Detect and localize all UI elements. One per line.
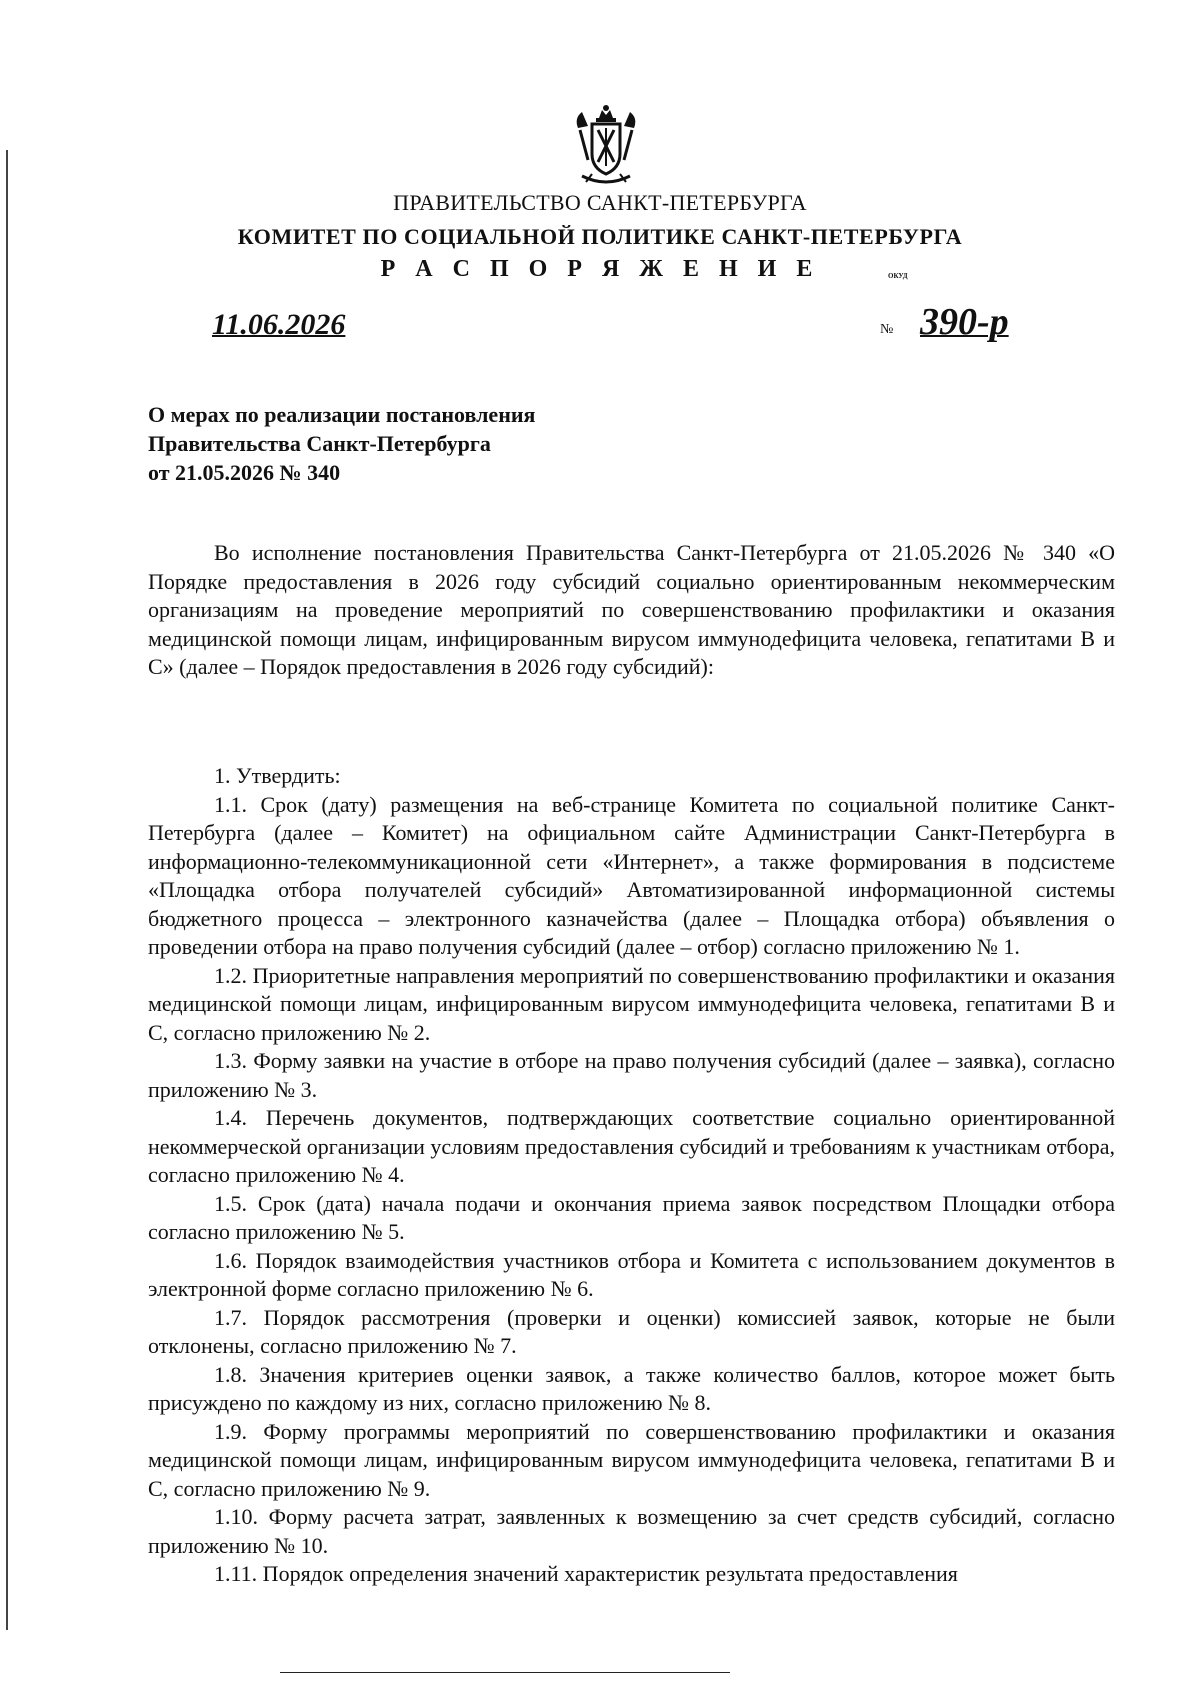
committee-title: КОМИТЕТ ПО СОЦИАЛЬНОЙ ПОЛИТИКЕ САНКТ-ПЕТЕРБУРГА bbox=[237, 224, 963, 249]
order-item: 1.6. Порядок взаимодействия участников отбора и Комитета с использованием документов в электронной форме согласно приложению № 6. bbox=[148, 1247, 1115, 1301]
order-item: 1.7. Порядок рассмотрения (проверки и оценки) комиссией заявок, которые не были отклонены, согласно приложению № 7. bbox=[148, 1304, 1115, 1358]
order-item: 1.9. Форму программы мероприятий по совершенствованию профилактики и оказания медицинской помощи лицам, инфицированным вирусом иммунодефицита человека, гепатитами В и С, согласно приложению № 9. bbox=[148, 1418, 1115, 1501]
document-type-title: Р А С П О Р Я Ж Е Н И Е bbox=[380, 256, 820, 282]
subject-line: Правительства Санкт-Петербурга bbox=[148, 431, 491, 456]
st-petersburg-coat-of-arms-icon bbox=[572, 102, 640, 188]
order-item: 1.10. Форму расчета затрат, заявленных к возмещению за счет средств субсидий, согласно приложению № 10. bbox=[148, 1504, 1115, 1558]
scan-left-edge bbox=[6, 150, 8, 1630]
subject-line: от 21.05.2026 № 340 bbox=[148, 460, 341, 485]
handwritten-document-number: 390-р bbox=[920, 301, 1009, 343]
number-label: № bbox=[880, 322, 894, 337]
order-item: 1.5. Срок (дата) начала подачи и окончания приема заявок посредством Площадки отбора согласно приложению № 5. bbox=[148, 1190, 1115, 1244]
subject-line: О мерах по реализации постановления bbox=[148, 402, 536, 427]
order-item: 1.1. Срок (дату) размещения на веб-странице Комитета по социальной политике Санкт-Петербурга (далее – Комитет) на официальном сайте Администрации Санкт-Петербурга в информационно-телекоммуникационной сети «Интернет», а также формирования в подсистеме «Площадка отбора получателей субсидий» Автоматизированной информационной системы бюджетного процесса – электронного казначейства (далее – Площадка отбора) объявления о проведении отбора на право получения субсидий (далее – отбор) согласно приложению № 1. bbox=[148, 791, 1115, 959]
handwritten-date: 11.06.2026 bbox=[212, 308, 346, 341]
order-item: 1. Утвердить: bbox=[214, 763, 341, 788]
footnote-separator bbox=[280, 1672, 730, 1673]
preamble-paragraph: Во исполнение постановления Правительства Санкт-Петербурга от 21.05.2026 № 340 «О Порядке предоставления в 2026 году субсидий социально ориентированным некоммерческим организациям на проведение мероприятий по совершенствованию профилактики и оказания медицинской помощи лицам, инфицированным вирусом иммунодефицита человека, гепатитами В и С» (далее – Порядок предоставления в 2026 году субсидий): bbox=[148, 540, 1115, 679]
government-title: ПРАВИТЕЛЬСТВО САНКТ-ПЕТЕРБУРГА bbox=[393, 190, 807, 215]
order-item: 1.3. Форму заявки на участие в отборе на право получения субсидий (далее – заявка), согласно приложению № 3. bbox=[148, 1048, 1115, 1102]
document-subject bbox=[148, 400, 535, 487]
okud-label: ОКУД bbox=[888, 272, 908, 280]
order-item: 1.11. Порядок определения значений характеристик результата предоставления bbox=[214, 1561, 958, 1586]
order-item: 1.8. Значения критериев оценки заявок, а также количество баллов, которое может быть присуждено по каждому из них, согласно приложению № 8. bbox=[148, 1361, 1115, 1415]
preamble bbox=[148, 539, 1115, 682]
order-item: 1.4. Перечень документов, подтверждающих соответствие социально ориентированной некоммерческой организации условиям предоставления субсидий и требованиям к участникам отбора, согласно приложению № 4. bbox=[148, 1105, 1115, 1187]
order-items bbox=[148, 762, 1115, 1589]
order-item: 1.2. Приоритетные направления мероприятий по совершенствованию профилактики и оказания медицинской помощи лицам, инфицированным вирусом иммунодефицита человека, гепатитами В и С, согласно приложению № 2. bbox=[148, 962, 1115, 1045]
